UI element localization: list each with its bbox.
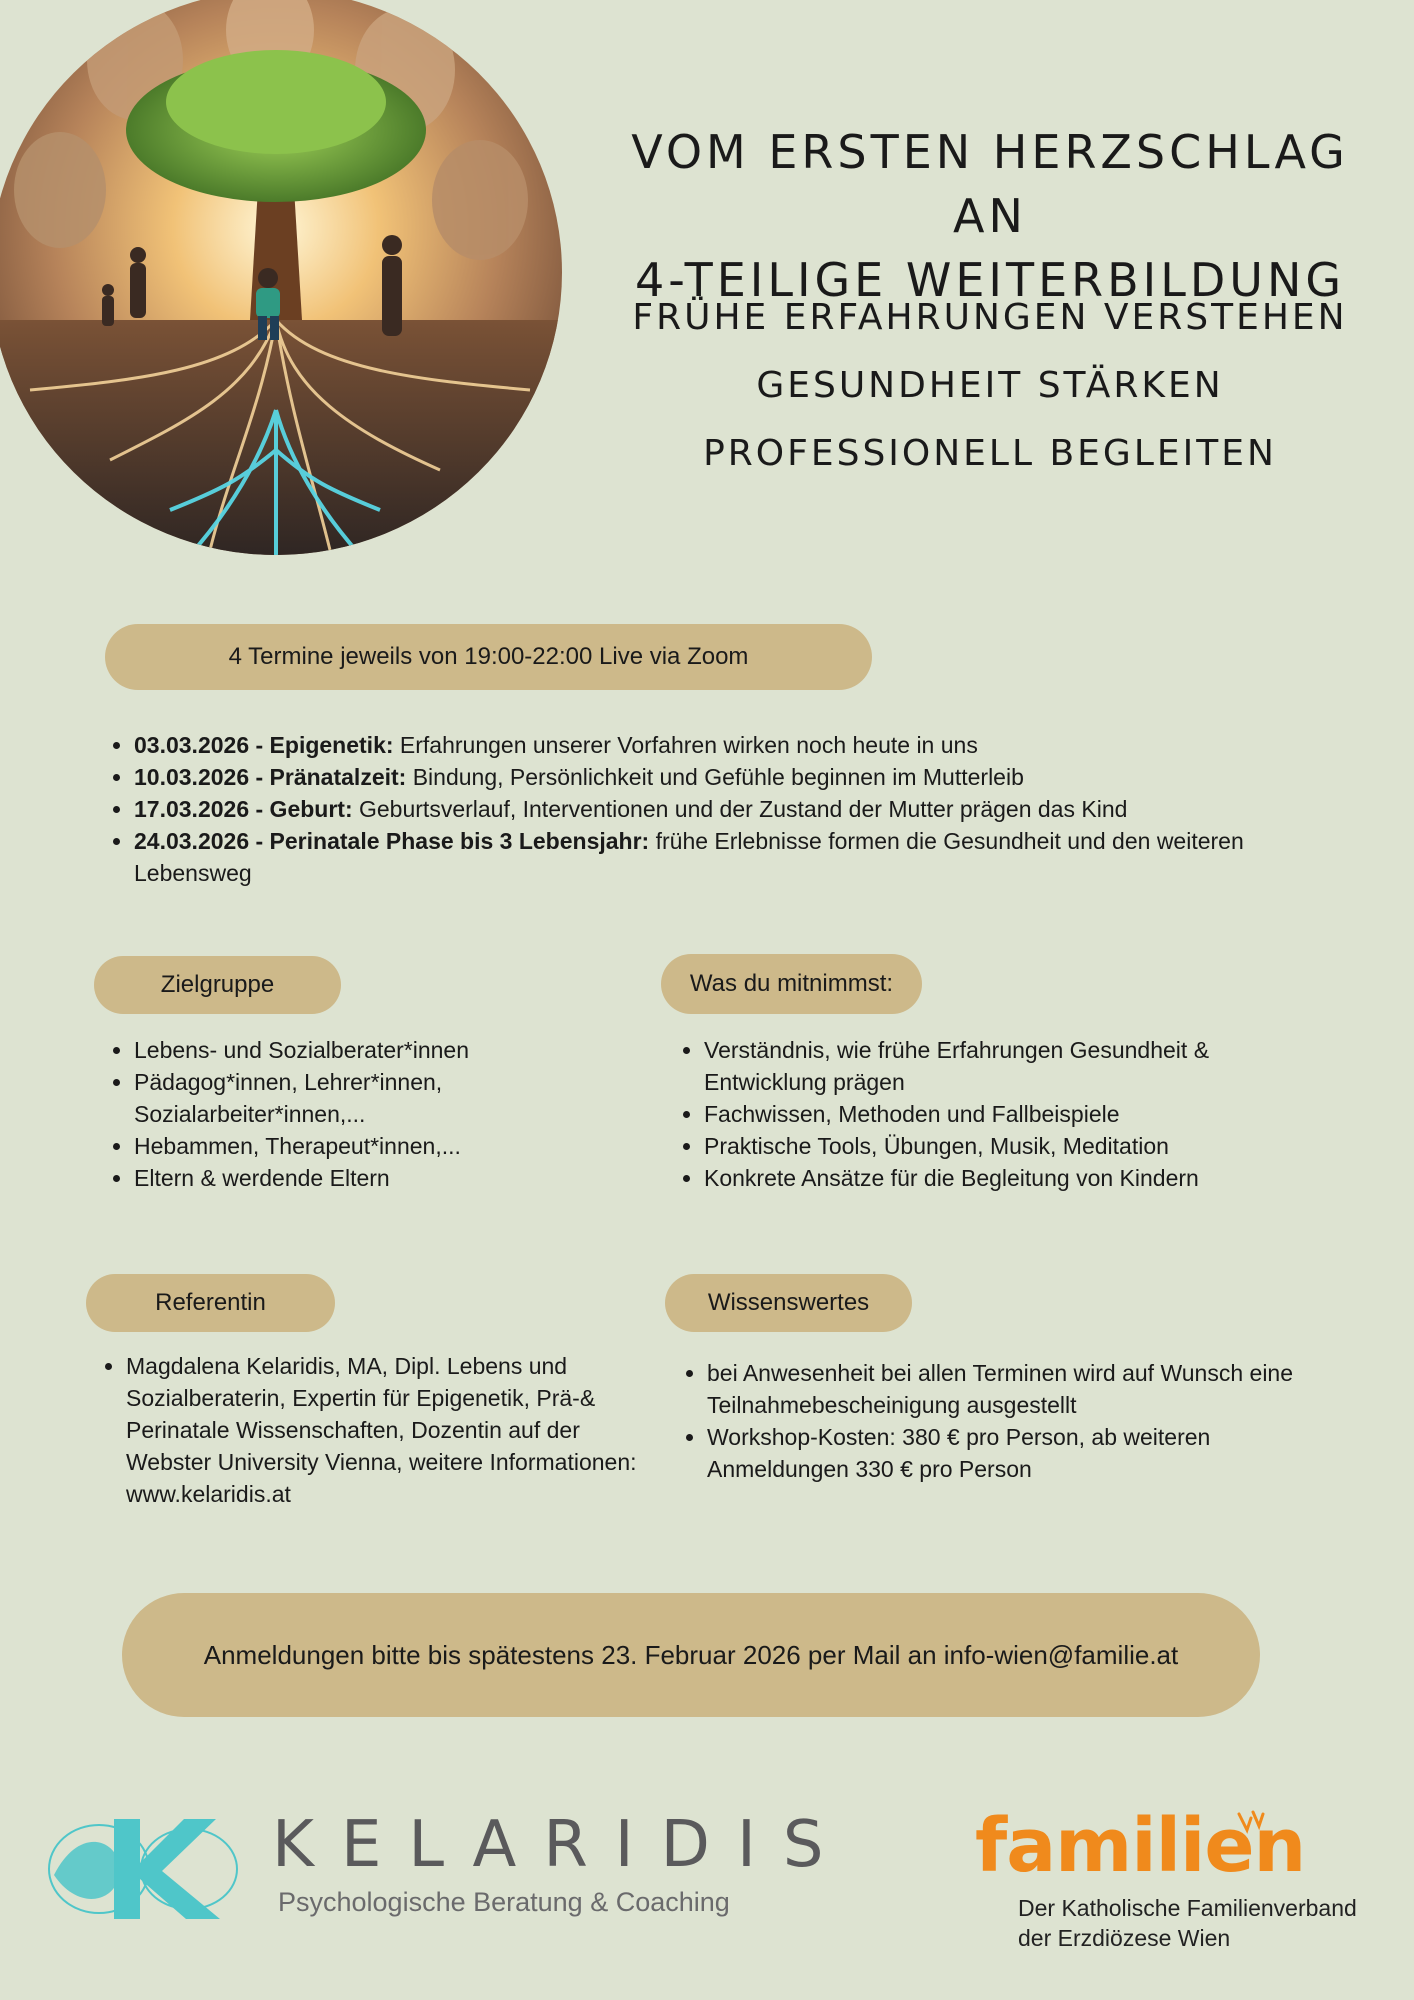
schedule-item-date: 03.03.2026 - Epigenetik: bbox=[134, 732, 394, 758]
k-infinity-logo-icon bbox=[44, 1815, 240, 1923]
subtitle-line: FRÜHE ERFAHRUNGEN VERSTEHEN bbox=[632, 297, 1348, 338]
list-item: • Fachwissen, Methoden und Fallbeispiele bbox=[704, 1098, 1296, 1130]
registration-banner bbox=[122, 1593, 1260, 1717]
schedule-item-date: 10.03.2026 - Pränatalzeit: bbox=[134, 764, 407, 790]
familien-subtitle-line: Der Katholische Familienverband bbox=[1018, 1895, 1357, 1921]
zielgruppe-label: Zielgruppe bbox=[160, 971, 275, 998]
referentin-pill bbox=[86, 1274, 335, 1332]
schedule-item-text: Geburtsverlauf, Interventionen und der Zustand der Mutter prägen das Kind bbox=[352, 796, 1128, 822]
schedule-item-text: Erfahrungen unserer Vorfahren wirken noch heute in uns bbox=[393, 732, 978, 758]
hero-image bbox=[0, 0, 562, 555]
list-item: • Pädagog*innen, Lehrer*innen, Sozialarbeiter*innen,... bbox=[134, 1066, 474, 1130]
list-item: • Workshop-Kosten: 380 € pro Person, ab weiteren Anmeldungen 330 € pro Person bbox=[707, 1421, 1307, 1485]
wissenswertes-list bbox=[679, 1357, 1359, 1485]
subtitle-line: GESUNDHEIT STÄRKEN bbox=[756, 365, 1224, 406]
schedule-pill bbox=[105, 624, 872, 690]
mitnehmen-list bbox=[676, 1034, 1296, 1194]
mitnehmen-label: Was du mitnimmst: bbox=[689, 970, 894, 997]
subtitle-block bbox=[590, 284, 1390, 488]
tree-of-life-illustration bbox=[0, 0, 562, 555]
referentin-label: Referentin bbox=[155, 1289, 266, 1316]
list-item: • Konkrete Ansätze für die Begleitung von Kindern bbox=[704, 1162, 1296, 1194]
referentin-list bbox=[98, 1350, 638, 1510]
wissenswertes-label: Wissenswertes bbox=[707, 1289, 870, 1316]
kelaridis-wordmark: KELARIDIS bbox=[272, 1808, 851, 1882]
kelaridis-subtitle: Psychologische Beratung & Coaching bbox=[278, 1887, 730, 1917]
registration-text: Anmeldungen bitte bis spätestens 23. Februar 2026 per Mail an info-wien@familie.at bbox=[203, 1639, 1179, 1670]
list-item: • Verständnis, wie frühe Erfahrungen Gesundheit & Entwicklung prägen bbox=[704, 1034, 1274, 1098]
zielgruppe-pill bbox=[94, 956, 341, 1014]
familien-mark-icon bbox=[1235, 1808, 1267, 1838]
familien-subtitle bbox=[1018, 1893, 1357, 1953]
mitnehmen-pill bbox=[661, 954, 922, 1014]
schedule-item-date: 24.03.2026 - Perinatale Phase bis 3 Lebensjahr: bbox=[134, 828, 650, 854]
wissenswertes-pill bbox=[665, 1274, 912, 1332]
subtitle-line: PROFESSIONELL BEGLEITEN bbox=[703, 433, 1277, 474]
familien-subtitle-line: der Erzdiözese Wien bbox=[1018, 1925, 1231, 1951]
list-item: • Magdalena Kelaridis, MA, Dipl. Lebens und Sozialberaterin, Expertin für Epigenetik, Prä-& Perinatale Wissenschaften, Dozentin auf der Webster University Vienna, weitere Informationen: www.kelaridis.at bbox=[126, 1350, 638, 1510]
schedule-item bbox=[134, 793, 1346, 825]
list-item: • Lebens- und Sozialberater*innen bbox=[134, 1034, 646, 1066]
list-item: • bei Anwesenheit bei allen Terminen wird auf Wunsch eine Teilnahmebescheinigung ausgestellt bbox=[707, 1357, 1359, 1421]
schedule-item bbox=[134, 761, 1346, 793]
schedule-list bbox=[106, 729, 1346, 889]
schedule-item-date: 17.03.2026 - Geburt: bbox=[134, 796, 353, 822]
list-item: • Hebammen, Therapeut*innen,... bbox=[134, 1130, 646, 1162]
schedule-item-text: Bindung, Persönlichkeit und Gefühle beginnen im Mutterleib bbox=[406, 764, 1024, 790]
zielgruppe-list bbox=[106, 1034, 646, 1194]
list-item: • Praktische Tools, Übungen, Musik, Meditation bbox=[704, 1130, 1296, 1162]
list-item: • Eltern & werdende Eltern bbox=[134, 1162, 646, 1194]
schedule-item-text: frühe Erlebnisse formen die Gesundheit und den weiteren Lebensweg bbox=[134, 828, 1244, 886]
schedule-item bbox=[134, 729, 1346, 761]
schedule-item bbox=[134, 825, 1346, 889]
familien-wordmark: familien bbox=[975, 1803, 1306, 1889]
page-title: VOM ERSTEN HERZSCHLAG AN bbox=[631, 125, 1349, 243]
schedule-pill-label: 4 Termine jeweils von 19:00-22:00 Live via Zoom bbox=[228, 643, 749, 670]
page-title-line-2: 4-TEILIGE WEITERBILDUNG bbox=[634, 253, 1346, 307]
